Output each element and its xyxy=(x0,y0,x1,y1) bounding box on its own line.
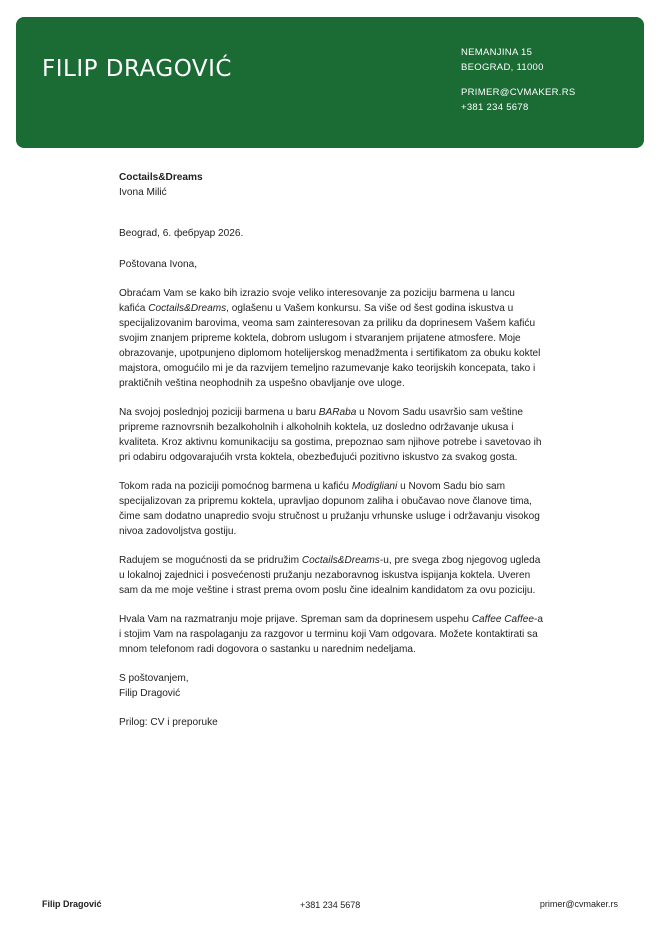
company-name-emphasis: Coctails&Dreams xyxy=(148,303,227,314)
paragraph-1 xyxy=(119,286,543,391)
sender-address-city: BEOGRAD, 11000 xyxy=(461,62,544,73)
paragraph-text: Tokom rada na poziciji pomoćnog barmena u kafiću xyxy=(119,481,352,492)
paragraph-text: Obraćam Vam se kako bih izrazio svoje veliko interesovanje za poziciju barmena u lancu kafića xyxy=(119,288,515,314)
paragraph-5 xyxy=(119,612,543,657)
signature-name: Filip Dragović xyxy=(119,688,181,699)
cafe-name-emphasis: Modigliani xyxy=(351,481,398,492)
paragraph-text: -u, pre svega zbog njegovog ugleda u lokalnoj zajednici i posvećenosti pružanju nezaboravnog iskustva ispijanja koktela. Uveren sam da me moje veštine i strast prema ovom poslu čine idealnim kandidatom za ovu poziciju. xyxy=(119,555,541,596)
footer-name: Filip Dragović xyxy=(42,899,102,909)
paragraph-text: -a i stojim Vam na raspolaganju za razgovor u terminu koji Vam odgovara. Možete kontaktirati sa mnom telefonom radi dogovora o sastanku u narednim nedeljama. xyxy=(119,614,543,655)
paragraph-4 xyxy=(119,553,543,598)
recipient-company: Coctails&Dreams xyxy=(119,172,203,183)
paragraph-text: Radujem se mogućnosti da se pridružim xyxy=(119,555,302,566)
salutation: Poštovana Ivona, xyxy=(119,259,197,270)
paragraph-2 xyxy=(119,405,543,465)
closing-phrase: S poštovanjem, xyxy=(119,673,189,684)
footer-phone: +381 234 5678 xyxy=(300,900,361,910)
sender-contact xyxy=(461,45,576,115)
attachment-note: Prilog: CV i preporuke xyxy=(119,717,218,728)
recipient-person: Ivona Milić xyxy=(119,187,167,198)
company-name-emphasis: Coctails&Dreams xyxy=(301,555,380,566)
paragraph-text: u Novom Sadu usavršio sam veštine pripreme raznovrsnih bezalkoholnih i alkoholnih koktela, uz dosledno održavanje ukusa i kvaliteta. Kroz aktivnu komunikaciju sa gostima, prepoznao sam njihove potrebe i savetovao ih pri odabiru odgovarajućih vrsta koktela, obezbeđujući pozitivno iskustvo za svakog gosta. xyxy=(119,407,542,463)
sender-name: FILIP DRAGOVIĆ xyxy=(42,56,232,82)
cafe-name-emphasis: Caffee Caffee xyxy=(471,614,535,625)
bar-name-emphasis: BARaba xyxy=(318,407,357,418)
paragraph-text: Na svojoj poslednjoj poziciji barmena u baru xyxy=(119,407,319,418)
sender-email: PRIMER@CVMAKER.RS xyxy=(461,87,576,98)
paragraph-text: Hvala Vam na razmatranju moje prijave. Spreman sam da doprinesem uspehu xyxy=(119,614,472,625)
page-footer xyxy=(42,899,618,913)
paragraph-text: u Novom Sadu bio sam specijalizovan za pripremu koktela, upravljao dopunom zaliha i obučavao nove članove tima, čime sam dodatno unapredio svoju stručnost u pružanju vrhunske usluge i održavanju visokog nivoa zadovoljstva gostiju. xyxy=(119,481,540,537)
contact-spacer xyxy=(461,75,576,85)
footer-email: primer@cvmaker.rs xyxy=(539,899,618,909)
paragraph-text: , oglašenu u Vašem konkursu. Sa više od šest godina iskustva u specijalizovanim barovima, veoma sam zainteresovan za priliku da doprinesem Vašem kafiću svojim znanjem pripreme koktela, dobrom uslugom i stvaranjem prijatene atmosfere. Moje obrazovanje, upotpunjeno diplomom hotelijerskog menadžmenta i sertifikatom za obuku koktel majstora, omogućilo mi je da razvijem temeljno razumevanje kako teorijskih koncepata, tako i praktičnih veština neophodnih za uspešno obavljanje ove uloge. xyxy=(119,303,541,389)
letter-header xyxy=(16,17,644,148)
sender-phone: +381 234 5678 xyxy=(461,102,529,113)
paragraph-3 xyxy=(119,479,543,539)
sender-address-street: NEMANJINA 15 xyxy=(461,47,533,58)
letter-body xyxy=(119,170,543,730)
letter-date: Beograd, 6. фебруар 2026. xyxy=(119,228,244,239)
